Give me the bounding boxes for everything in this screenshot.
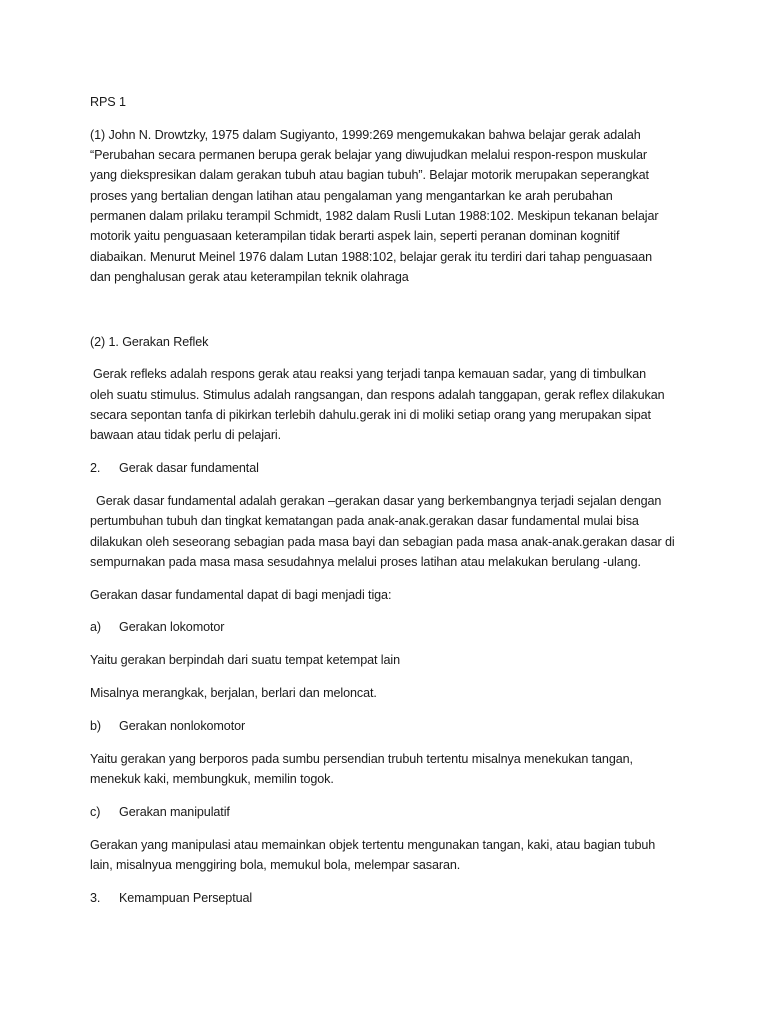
paragraph-line: Gerak dasar fundamental adalah gerakan –gerakan dasar yang berkembangnya terjadi sejalan dengan <box>96 493 662 508</box>
paragraph-line: pertumbuhan tubuh dan tingkat kematangan pada anak-anak.gerakan dasar fundamental mulai bisa <box>90 514 639 529</box>
paragraph-line: (1) John N. Drowtzky, 1975 dalam Sugiyanto, 1999:269 mengemukakan bahwa belajar gerak adalah <box>90 127 641 142</box>
list-label: Gerakan lokomotor <box>119 620 225 635</box>
paragraph-line: Yaitu gerakan yang berporos pada sumbu persendian trubuh tertentu misalnya menekukan tangan, <box>90 751 633 766</box>
section-heading-gerakan-reflek: (2) 1. Gerakan Reflek <box>90 334 209 349</box>
document-body <box>90 92 685 908</box>
paragraph-line: proses yang bertalian dengan latihan atau pengalaman yang mengantarkan ke arah perubahan <box>90 188 613 203</box>
item-c-description <box>90 835 685 876</box>
list-label: Kemampuan Perseptual <box>119 890 253 905</box>
list-item-a <box>90 617 685 637</box>
item-b-description <box>90 749 685 790</box>
paragraph-line: motorik yaitu penguasaan keterampilan tidak berarti aspek lain, seperti peranan dominan kognitif <box>90 229 620 244</box>
paragraph-line: lain, misalnyua menggiring bola, memukul bola, melempar sasaran. <box>90 857 461 872</box>
item-a-example: Misalnya merangkak, berjalan, berlari dan meloncat. <box>90 686 377 701</box>
paragraph-line: permanen dalam prilaku terampil Schmidt, 1982 dalam Rusli Lutan 1988:102. Meskipun tekanan belajar <box>90 208 659 223</box>
item-a-description: Yaitu gerakan berpindah dari suatu tempat ketempat lain <box>90 653 401 668</box>
list-label: Gerak dasar fundamental <box>119 461 259 476</box>
paragraph-line: yang diekspresikan dalam gerakan tubuh atau bagian tubuh”. Belajar motorik merupakan seperangkat <box>90 168 649 183</box>
list-number: b) <box>90 718 101 733</box>
list-number: 3. <box>90 890 101 905</box>
paragraph-line: dan penghalusan gerak atau keterampilan teknik olahraga <box>90 269 409 284</box>
section-heading-gerak-dasar <box>90 458 685 478</box>
list-item-b <box>90 716 685 736</box>
list-number: a) <box>90 620 101 635</box>
list-item-c <box>90 802 685 822</box>
paragraph-line: menekuk kaki, membungkuk, memilin togok. <box>90 771 334 786</box>
list-label: Gerakan nonlokomotor <box>119 718 246 733</box>
section-heading-kemampuan-perseptual <box>90 888 685 908</box>
paragraph-line: oleh suatu stimulus. Stimulus adalah rangsangan, dan respons adalah tanggapan, gerak reflex dilakukan <box>90 387 665 402</box>
list-number: c) <box>90 804 101 819</box>
paragraph-line: “Perubahan secara permanen berupa gerak belajar yang diwujudkan melalui respon-respon muskular <box>90 148 647 163</box>
paragraph-1 <box>90 125 685 287</box>
paragraph-line: bawaan atau tidak perlu di pelajari. <box>90 428 282 443</box>
paragraph-3 <box>90 491 685 572</box>
list-number: 2. <box>90 461 101 476</box>
paragraph-2 <box>90 364 685 445</box>
document-title: RPS 1 <box>90 95 126 109</box>
paragraph-line: diabaikan. Menurut Meinel 1976 dalam Lutan 1988:102, belajar gerak itu terdiri dari tahap penguasaan <box>90 249 653 264</box>
paragraph-line: dilakukan oleh seseorang sebagian pada masa bayi dan sebagian pada masa anak-anak.gerakan dasar di <box>90 534 675 549</box>
list-label: Gerakan manipulatif <box>119 804 230 819</box>
paragraph-line: secara sepontan tanfa di pikirkan terlebih dahulu.gerak ini di moliki setiap orang yang merupakan sipat <box>90 408 651 423</box>
paragraph-4: Gerakan dasar fundamental dapat di bagi menjadi tiga: <box>90 587 392 602</box>
paragraph-line: Gerak refleks adalah respons gerak atau reaksi yang terjadi tanpa kemauan sadar, yang di timbulkan <box>93 367 647 382</box>
paragraph-line: Gerakan yang manipulasi atau memainkan objek tertentu mengunakan tangan, kaki, atau bagian tubuh <box>90 837 656 852</box>
paragraph-line: sempurnakan pada masa masa sesudahnya melalui proses latihan atau melakukan berulang -ulang. <box>90 554 641 569</box>
